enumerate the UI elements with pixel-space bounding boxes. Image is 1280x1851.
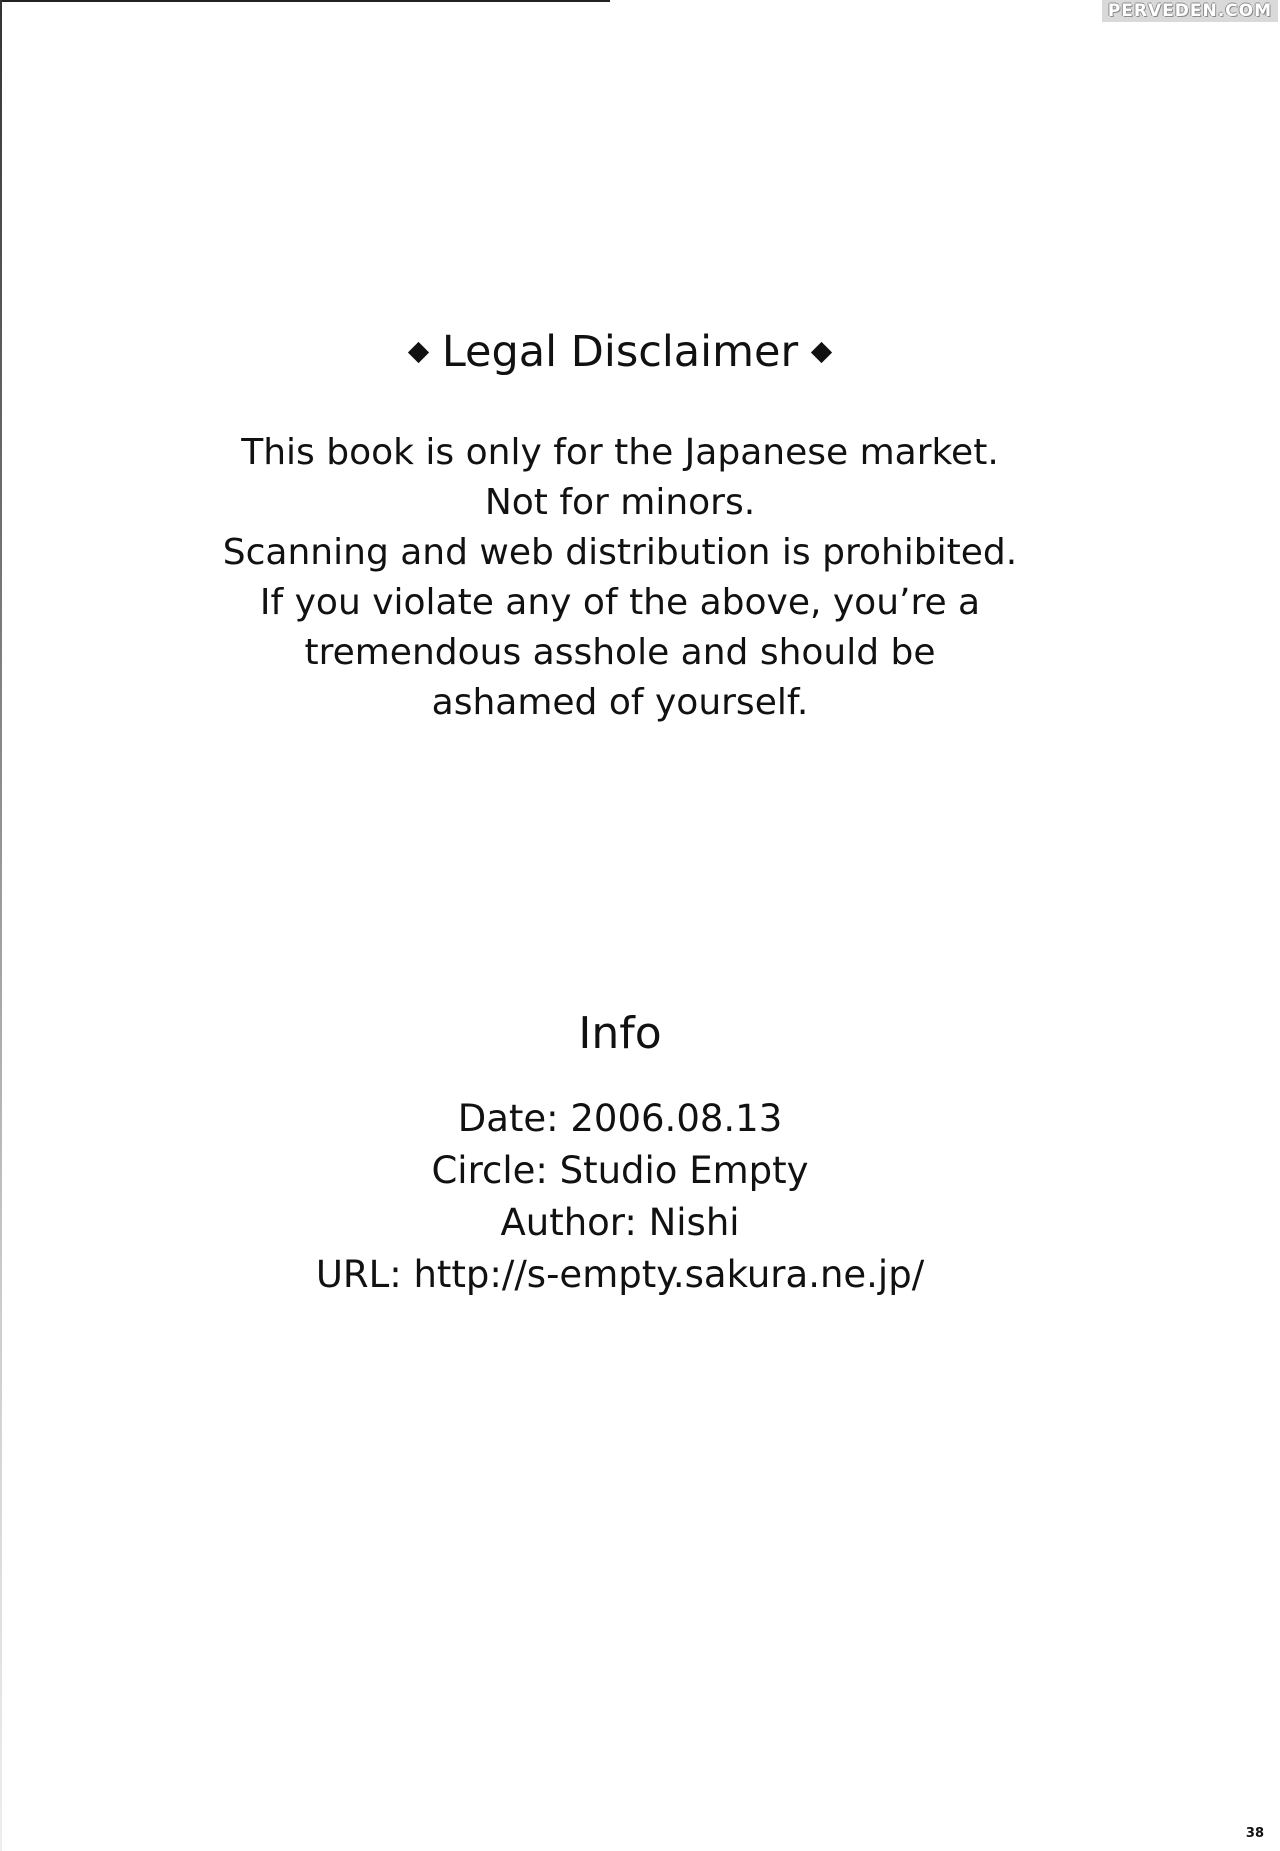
disclaimer-line: Not for minors. [484,482,756,523]
info-title: Info [578,1008,662,1059]
info-date: Date: 2006.08.13 [457,1097,783,1140]
scan-edge-top [0,0,610,2]
disclaimer-line: tremendous asshole and should be [304,632,936,673]
diamond-icon [408,341,429,362]
disclaimer-line: This book is only for the Japanese market. [241,432,999,473]
info-circle: Circle: Studio Empty [431,1149,809,1192]
disclaimer-line: If you violate any of the above, you’re a [259,582,981,623]
info-body [0,1093,1240,1301]
diamond-icon [811,341,832,362]
info-url: URL: http://s-empty.sakura.ne.jp/ [315,1253,925,1296]
page-number: 38 [1245,1826,1264,1841]
watermark: PERVEDEN.COM [1102,0,1278,22]
disclaimer-line: ashamed of yourself. [431,682,809,723]
disclaimer-body [0,428,1240,728]
disclaimer-heading [0,322,1240,382]
disclaimer-line: Scanning and web distribution is prohibited. [222,532,1018,573]
disclaimer-title: Legal Disclaimer [441,327,799,377]
scan-edge-left [0,0,2,1851]
info-author: Author: Nishi [500,1201,740,1244]
